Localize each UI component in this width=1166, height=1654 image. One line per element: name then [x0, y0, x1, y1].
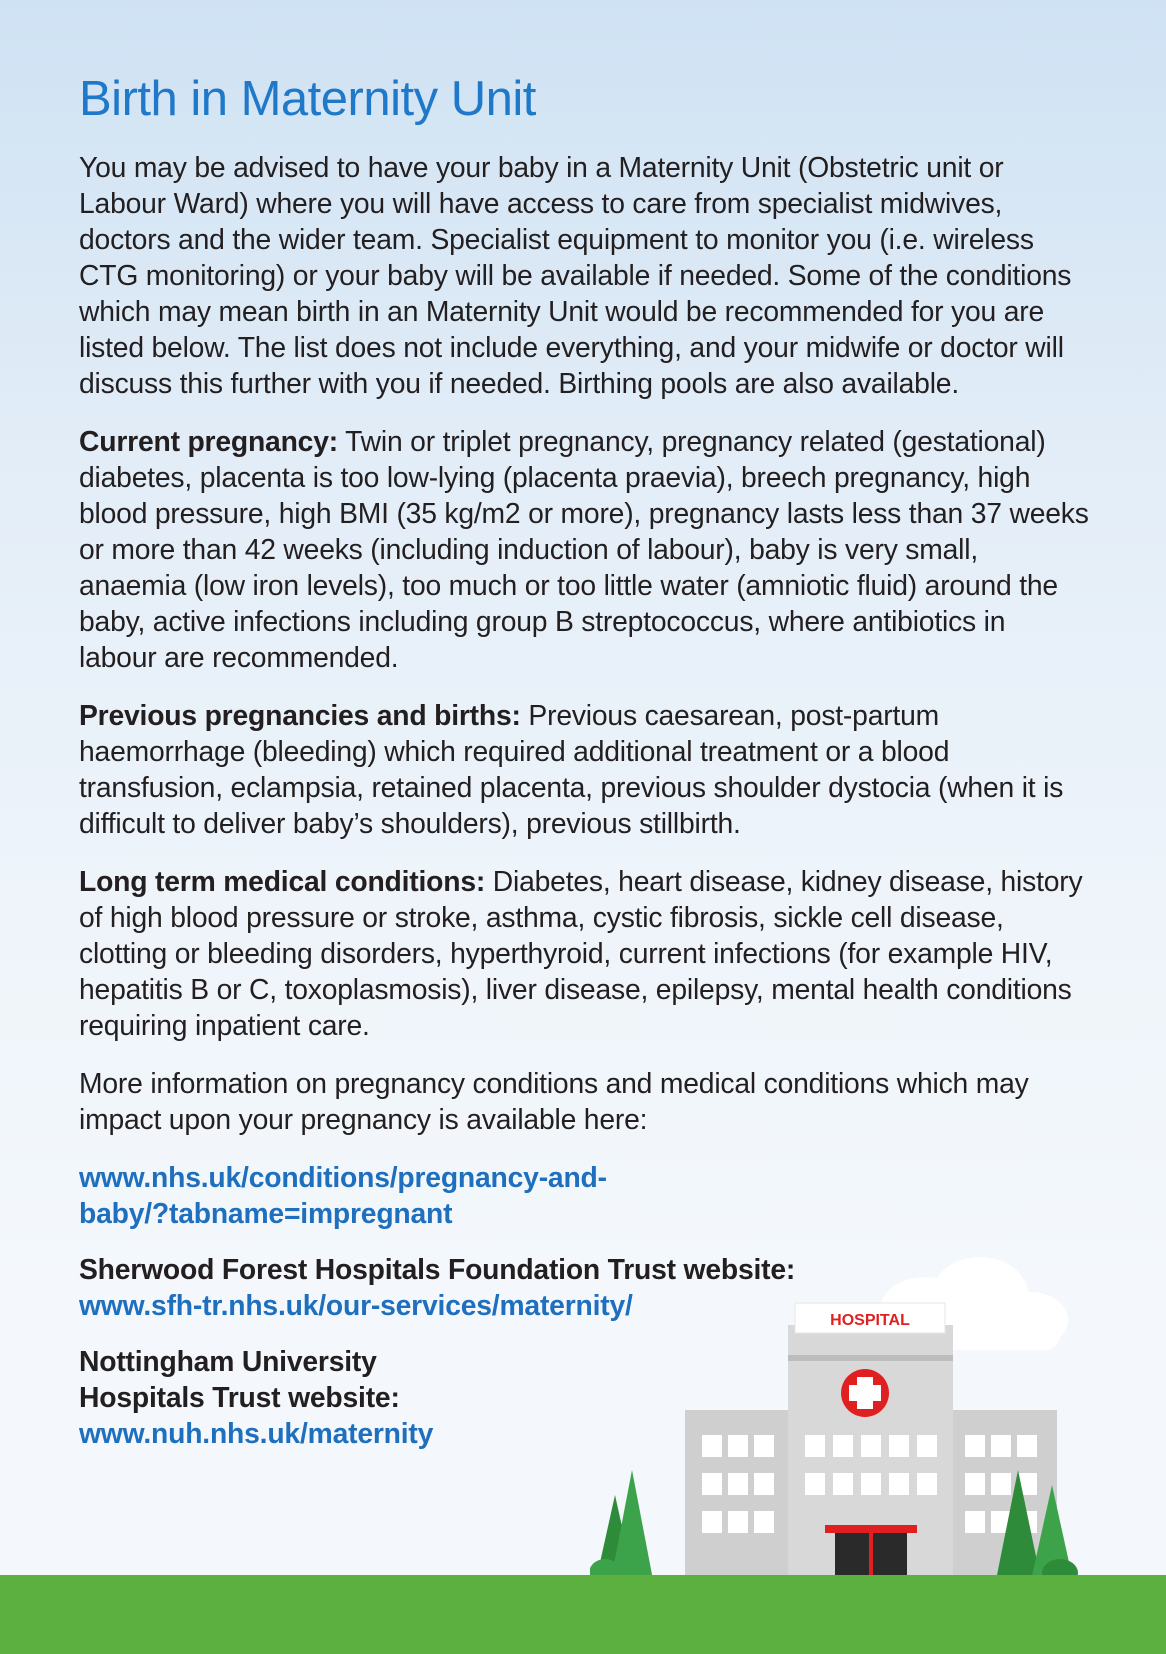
nhs-link-line2[interactable]: baby/?tabname=impregnant — [79, 1196, 453, 1229]
red-cross-icon — [841, 1369, 889, 1417]
intro-paragraph: You may be advised to have your baby in a Maternity Unit (Obstetric unit or Labour Ward) where you will have access to care from specialist midwives, doctors and the wider team. Specialist equipment to monitor you (i.e. wireless CTG monitoring) or your baby will be available if needed. Some of the conditions which may mean birth in an Maternity Unit would be recommended for you are listed below. The list does not include everything, and your midwife or doctor will discuss this further with you if needed. Birthing pools are also available. — [79, 150, 1072, 399]
sfh-heading: Sherwood Forest Hospitals Foundation Trust website: — [79, 1252, 796, 1285]
more-info-paragraph: More information on pregnancy conditions and medical conditions which may impact upon your pregnancy is available here: — [79, 1066, 1029, 1135]
page-title: Birth in Maternity Unit — [79, 72, 536, 126]
section-previous-pregnancies — [79, 697, 1089, 841]
sfh-link[interactable]: www.sfh-tr.nhs.uk/our-services/maternity/ — [79, 1288, 633, 1321]
section-heading: Previous pregnancies and births: — [79, 698, 521, 731]
section-text: Twin or triplet pregnancy, pregnancy related (gestational) diabetes, placenta is too low-lying (placenta praevia), breech pregnancy, high blood pressure, high BMI (35 kg/m2 or more), pregnancy lasts less than 37 weeks or more than 42 weeks (including induction of labour), baby is very small, anaemia (low iron levels), too much or too little water (amniotic fluid) around the baby, active infections including group B streptococcus, where antibiotics in labour are recommended. — [79, 424, 1089, 673]
section-current-pregnancy — [79, 423, 1089, 675]
section-heading: Current pregnancy: — [79, 424, 338, 457]
hospital-sign-text: HOSPITAL — [830, 1312, 910, 1329]
tree-icon — [590, 1470, 654, 1585]
nuh-link[interactable]: www.nuh.nhs.uk/maternity — [79, 1416, 434, 1449]
hospital-illustration — [590, 1255, 1166, 1585]
section-long-term-conditions — [79, 863, 1089, 1043]
nhs-link-block — [79, 1159, 1089, 1231]
section-text: Diabetes, heart disease, kidney disease, history of high blood pressure or stroke, asthma, cystic fibrosis, sickle cell disease, clotting or bleeding disorders, hyperthyroid, current infections (for example HIV, hepatitis B or C, toxoplasmosis), liver disease, epilepsy, mental health conditions requiring inpatient care. — [79, 864, 1083, 1041]
section-heading: Long term medical conditions: — [79, 864, 486, 897]
section-text: Previous caesarean, post-partum haemorrhage (bleeding) which required additional treatment or a blood transfusion, eclampsia, retained placenta, previous shoulder dystocia (when it is difficult to deliver baby’s shoulders), previous stillbirth. — [79, 698, 1064, 839]
nuh-heading-line1: Nottingham University — [79, 1344, 377, 1377]
grass-ground — [0, 1575, 1166, 1654]
windows-left — [702, 1435, 774, 1533]
nuh-heading-line2: Hospitals Trust website: — [79, 1380, 400, 1413]
nhs-link-line1[interactable]: www.nhs.uk/conditions/pregnancy-and- — [79, 1160, 607, 1193]
